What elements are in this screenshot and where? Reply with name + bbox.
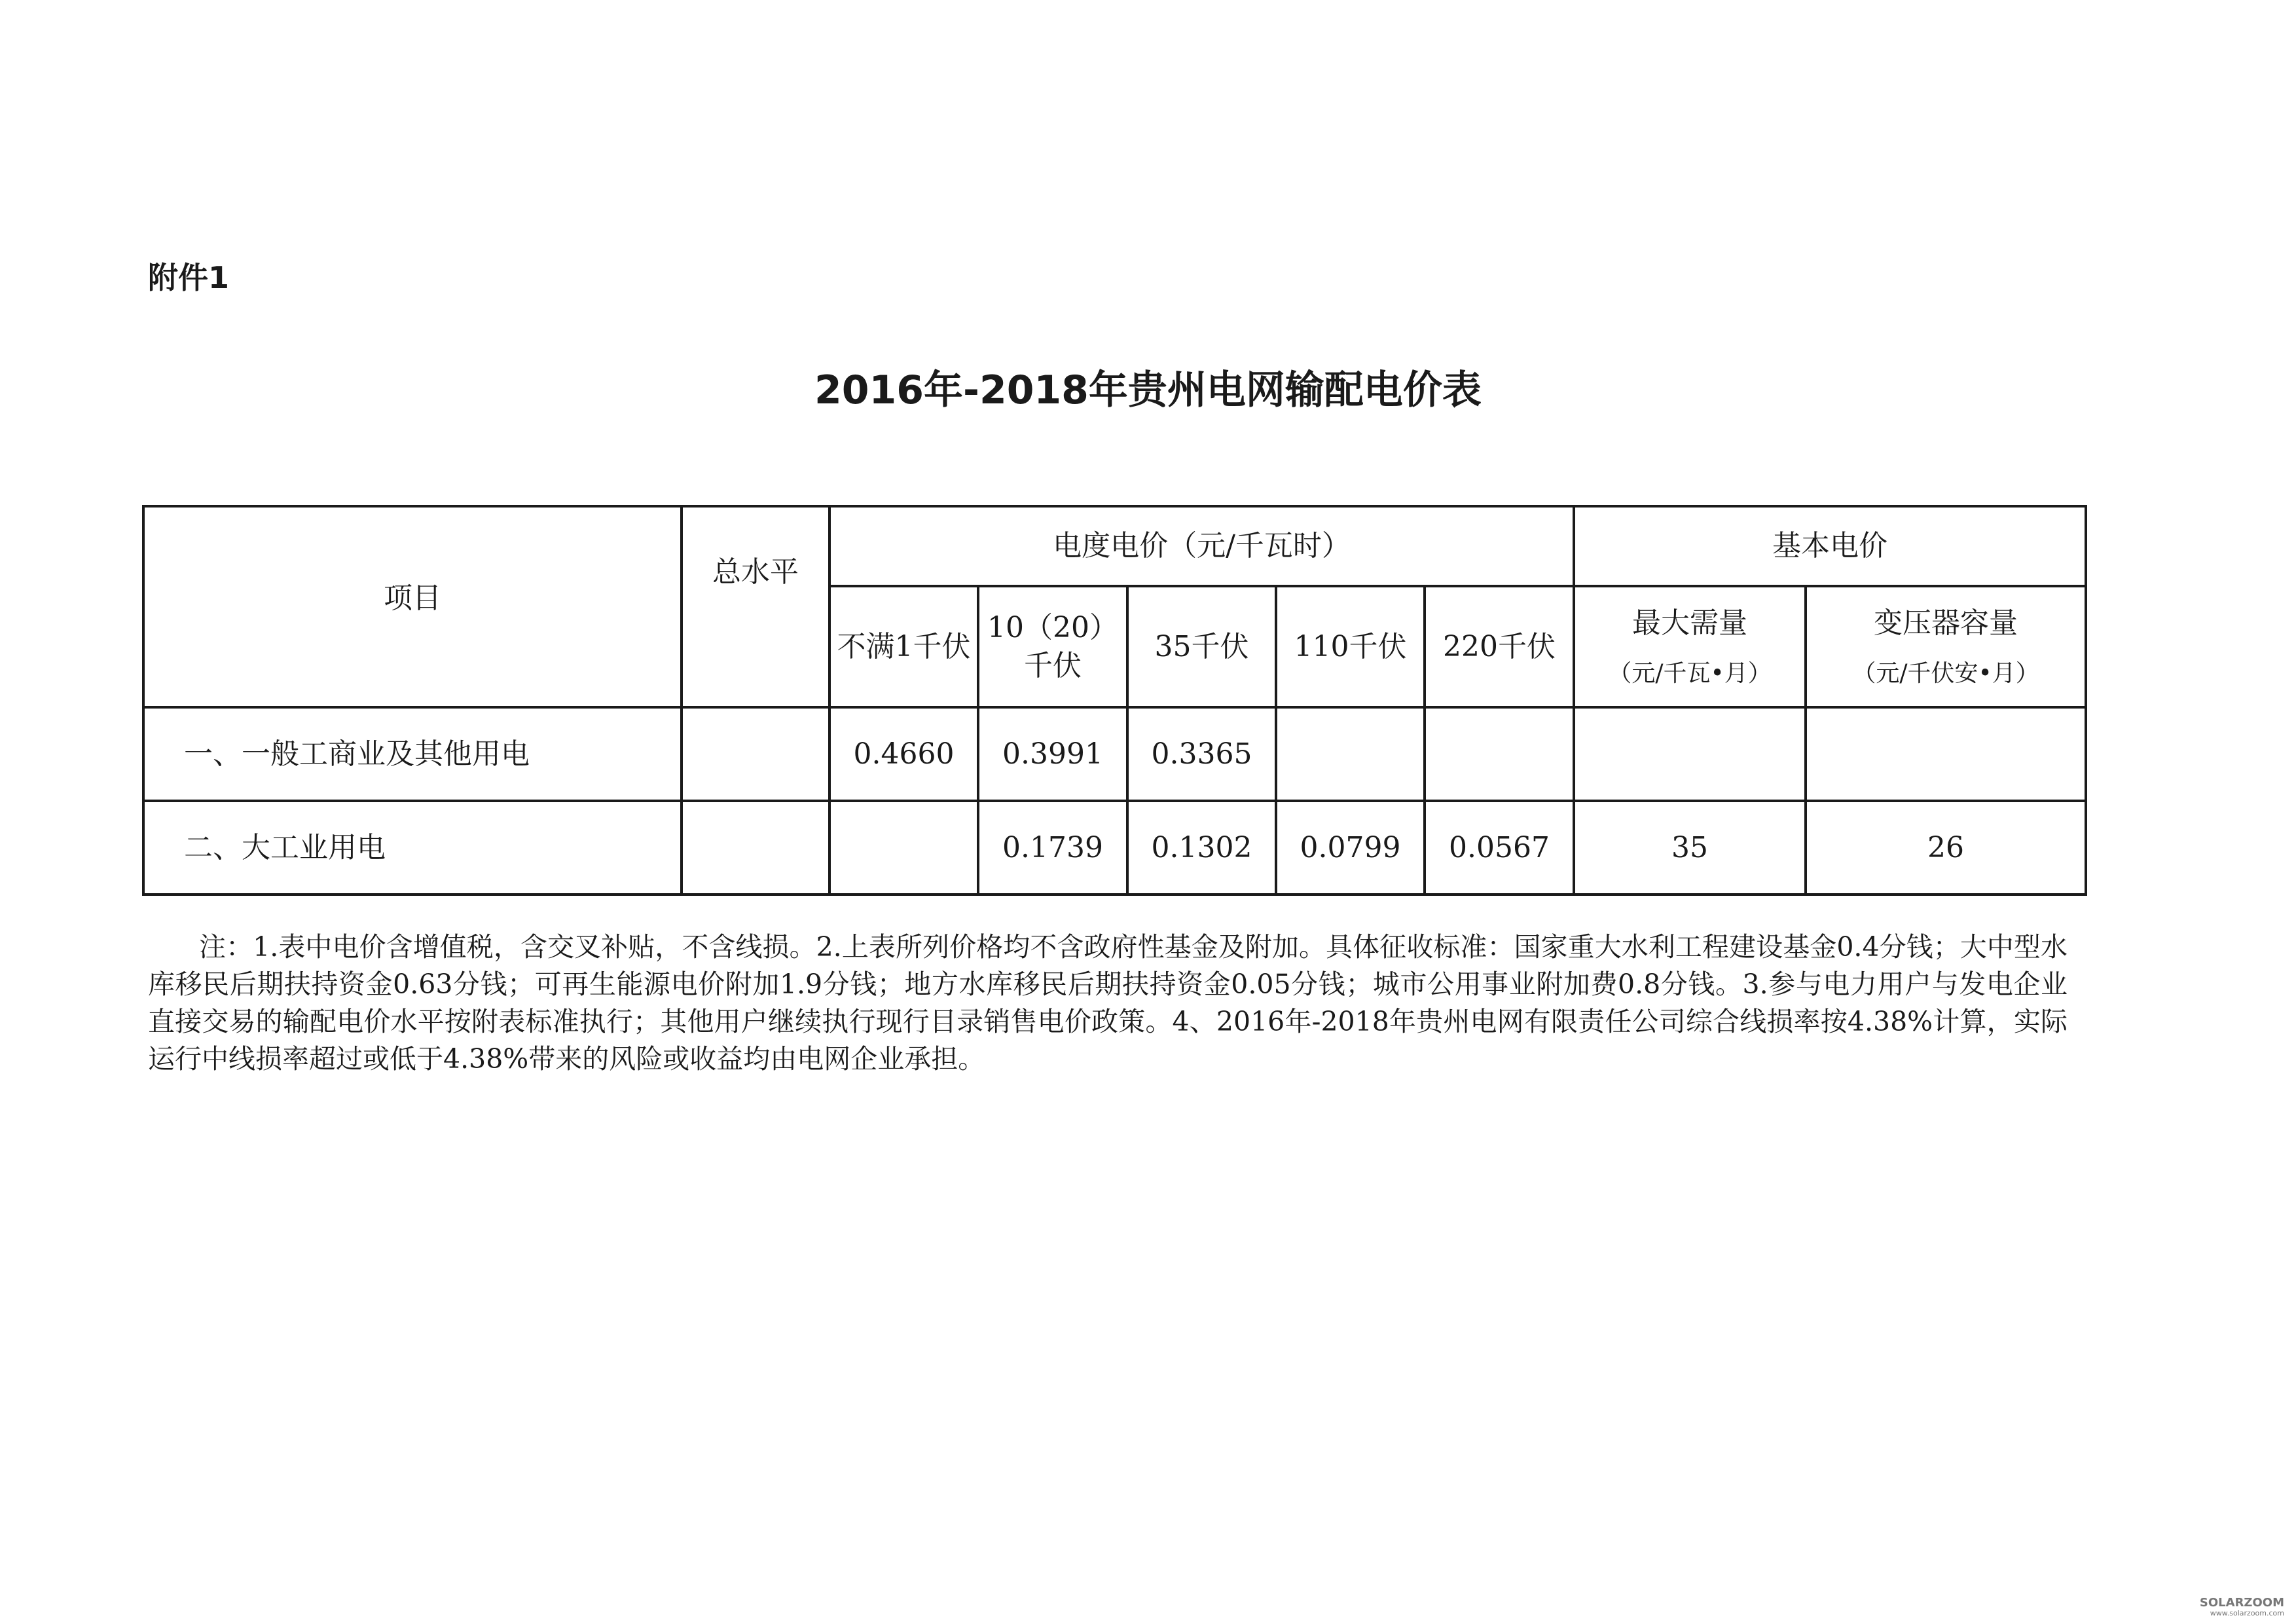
cell-transformer-capacity — [1806, 707, 2086, 801]
transformer-capacity-label: 变压器容量 — [1874, 606, 2018, 640]
price-table — [142, 505, 2087, 896]
cell-220kv: 0.0567 — [1425, 801, 1574, 895]
header-max-demand — [1574, 586, 1806, 707]
header-voltage-110kv: 110千伏 — [1276, 586, 1425, 707]
cell-110kv — [1276, 707, 1425, 801]
attachment-label: 附件1 — [148, 260, 230, 295]
row-label: 二、大工业用电 — [143, 801, 682, 895]
cell-35kv: 0.1302 — [1127, 801, 1276, 895]
header-voltage-220kv: 220千伏 — [1425, 586, 1574, 707]
header-transformer-capacity — [1806, 586, 2086, 707]
cell-220kv — [1425, 707, 1574, 801]
cell-10kv: 0.3991 — [978, 707, 1127, 801]
cell-total — [682, 707, 829, 801]
header-item: 项目 — [143, 506, 682, 707]
table-row — [143, 801, 2086, 895]
cell-total — [682, 801, 829, 895]
cell-10kv: 0.1739 — [978, 801, 1127, 895]
header-voltage-35kv: 35千伏 — [1127, 586, 1276, 707]
header-row-1 — [143, 506, 2086, 586]
max-demand-unit: （元/千瓦•月） — [1608, 659, 1772, 687]
transformer-capacity-unit: （元/千伏安•月） — [1852, 659, 2039, 687]
header-voltage-under-1kv: 不满1千伏 — [829, 586, 978, 707]
document-title: 2016年-2018年贵州电网输配电价表 — [814, 367, 1482, 413]
header-total-level: 总水平 — [682, 506, 829, 707]
table-row — [143, 707, 2086, 801]
max-demand-label: 最大需量 — [1632, 606, 1748, 640]
cell-max-demand: 35 — [1574, 801, 1806, 895]
cell-35kv: 0.3365 — [1127, 707, 1276, 801]
watermark-brand: SOLARZOOM — [2199, 1596, 2284, 1610]
header-voltage-10kv: 10（20）千伏 — [978, 586, 1127, 707]
table-note: 注：1.表中电价含增值税，含交叉补贴，不含线损。2.上表所列价格均不含政府性基金及附加。具体征收标准：国家重大水利工程建设基金0.4分钱；大中型水库移民后期扶持资金0.63分钱；可再生能源电价附加1.9分钱；地方水库移民后期扶持资金0.05分钱；城市公用事业附加费0.8分钱。3.参与电力用户与发电企业直接交易的输配电价水平按附表标准执行；其他用户继续执行现行目录销售电价政策。4、2016年-2018年贵州电网有限责任公司综合线损率按4.38%计算，实际运行中线损率超过或低于4.38%带来的风险或收益均由电网企业承担。 — [148, 931, 2068, 1075]
cell-transformer-capacity: 26 — [1806, 801, 2086, 895]
cell-110kv: 0.0799 — [1276, 801, 1425, 895]
cell-under-1kv: 0.4660 — [829, 707, 978, 801]
watermark-logo — [2200, 1598, 2284, 1619]
cell-max-demand — [1574, 707, 1806, 801]
header-basic-price: 基本电价 — [1574, 506, 2086, 586]
watermark-url: www.solarzoom.com — [2210, 1609, 2284, 1617]
row-label: 一、一般工商业及其他用电 — [143, 707, 682, 801]
cell-under-1kv — [829, 801, 978, 895]
header-energy-price: 电度电价（元/千瓦时） — [829, 506, 1574, 586]
